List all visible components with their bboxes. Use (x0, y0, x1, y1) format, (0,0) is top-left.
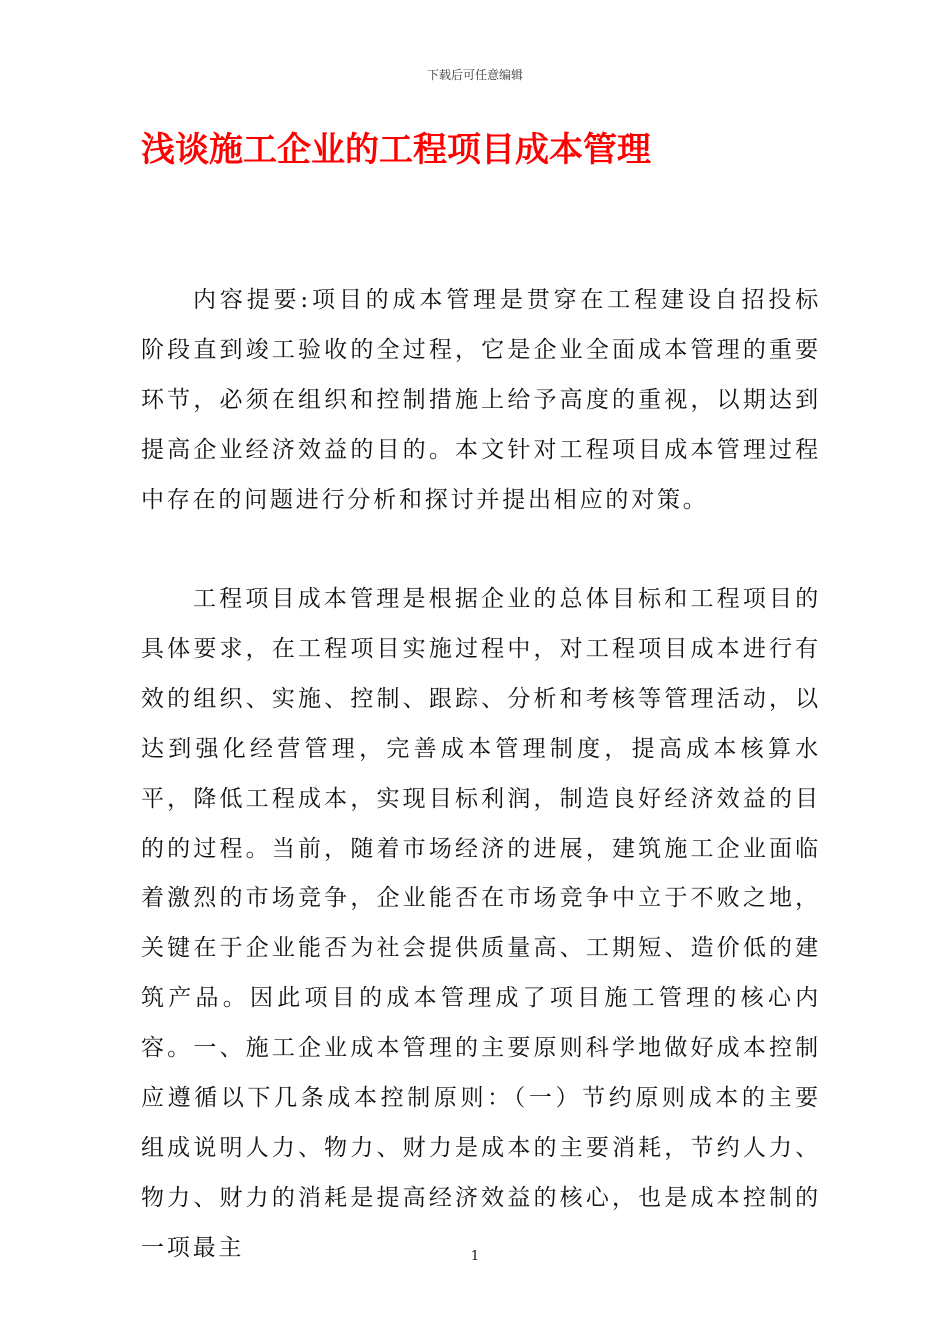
header-note: 下载后可任意编辑 (426, 68, 523, 82)
page-number: 1 (470, 1249, 480, 1264)
document-title: 浅谈施工企业的工程项目成本管理 (141, 130, 651, 170)
abstract-paragraph: 内容提要:项目的成本管理是贯穿在工程建设自招投标阶段直到竣工验收的全过程，它是企业全面成本管理的重要环节，必须在组织和控制措施上给予高度的重视，以期达到提高企业经济效益的目的。本文针对工程项目成本管理过程中存在的问题进行分析和探讨并提出相应的对策。 (141, 287, 821, 513)
body-paragraph: 工程项目成本管理是根据企业的总体目标和工程项目的具体要求，在工程项目实施过程中，对工程项目成本进行有效的组织、实施、控制、跟踪、分析和考核等管理活动，以达到强化经营管理，完善成本管理制度，提高成本核算水平，降低工程成本，实现目标利润，制造良好经济效益的目的的过程。当前，随着市场经济的进展，建筑施工企业面临着激烈的市场竞争，企业能否在市场竞争中立于不败之地，关键在于企业能否为社会提供质量高、工期短、造价低的建筑产品。因此项目的成本管理成了项目施工管理的核心内容。一、施工企业成本管理的主要原则科学地做好成本控制应遵循以下几条成本控制原则：（一）节约原则成本的主要组成说明人力、物力、财力是成本的主要消耗，节约人力、物力、财力的消耗是提高经济效益的核心，也是成本控制的一项最主 (141, 586, 821, 1261)
